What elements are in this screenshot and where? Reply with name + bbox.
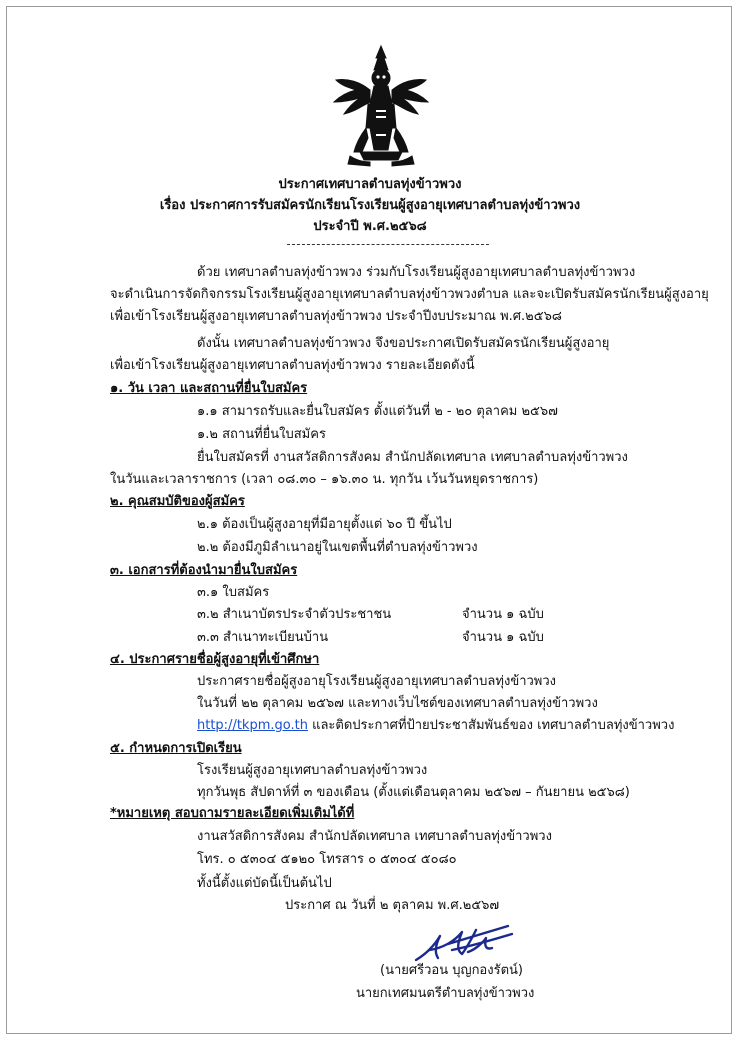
section-3-item-3-quantity: จำนวน ๑ ฉบับ (462, 630, 544, 645)
note-heading: *หมายเหตุ สอบถามรายละเอียดเพิ่มเติมได้ที่ (110, 806, 355, 821)
garuda-emblem (330, 44, 432, 174)
separator (287, 244, 489, 245)
section-2-item-1: ๒.๑ ต้องเป็นผู้สูงอายุที่มีอายุตั้งแต่ ๖๐ ปี ขึ้นไป (197, 517, 452, 532)
section-3-item-1: ๓.๑ ใบสมัคร (197, 585, 270, 600)
section-2-item-2: ๒.๒ ต้องมีภูมิลำเนาอยู่ในเขตพื้นที่ตำบลทุ่งข้าวพวง (197, 540, 478, 555)
announcement-year: ประจำปี พ.ศ.๒๕๖๘ (313, 219, 427, 234)
section-3-item-2: ๓.๒ สำเนาบัตรประจำตัวประชาชน (197, 607, 392, 622)
section-1-item-1: ๑.๑ สามารถรับและยื่นใบสมัคร ตั้งแต่วันที่ ๒ - ๒๐ ตุลาคม ๒๕๖๗ (197, 404, 558, 419)
section-3-heading: ๓. เอกสารที่ต้องนำมายื่นใบสมัคร (110, 563, 298, 578)
section-5-line-2: ทุกวันพุธ สัปดาห์ที่ ๓ ของเดือน (ตั้งแต่เดือนตุลาคม ๒๕๖๗ – กันยายน ๒๕๖๘) (197, 785, 630, 800)
section-3-item-3: ๓.๓ สำเนาทะเบียนบ้าน (197, 630, 329, 645)
section-1-hours: ในวันและเวลาราชการ (เวลา ๐๘.๓๐ – ๑๖.๓๐ น. ทุกวัน เว้นวันหยุดราชการ) (110, 472, 539, 487)
section-1-item-2: ๑.๒ สถานที่ยื่นใบสมัคร (197, 427, 326, 442)
effective-statement: ทั้งนี้ตั้งแต่บัดนี้เป็นต้นไป (197, 876, 332, 891)
section-4-line-3-text: และติดประกาศที่ป้ายประชาสัมพันธ์ของ เทศบาลตำบลทุ่งข้าวพวง (307, 718, 675, 733)
intro-paragraph-1-line-2: จะดำเนินการจัดกิจกรรมโรงเรียนผู้สูงอายุเทศบาลตำบลทุ่งข้าวพวงตำบล และจะเปิดรับสมัครนักเรียนผู้สูงอายุ (110, 287, 709, 302)
section-4-line-2: ในวันที่ ๒๒ ตุลาคม ๒๕๖๗ และทางเว็บไซต์ของเทศบาลตำบลทุ่งข้าวพวง (197, 696, 598, 711)
signer-title: นายกเทศมนตรีตำบลทุ่งข้าวพวง (356, 986, 535, 1001)
section-1-heading: ๑. วัน เวลา และสถานที่ยื่นใบสมัคร (110, 381, 308, 396)
section-1-place: ยื่นใบสมัครที่ งานสวัสดิการสังคม สำนักปลัดเทศบาล เทศบาลตำบลทุ่งข้าวพวง (197, 450, 628, 465)
section-3-item-2-quantity: จำนวน ๑ ฉบับ (462, 607, 544, 622)
intro-paragraph-2-line-2: เพื่อเข้าโรงเรียนผู้สูงอายุเทศบาลตำบลทุ่งข้าวพวง รายละเอียดดังนี้ (110, 358, 475, 373)
announcement-date: ประกาศ ณ วันที่ ๒ ตุลาคม พ.ศ.๒๕๖๗ (285, 898, 500, 913)
signer-name: (นายศรีวอน บุญกองรัตน์) (380, 963, 523, 978)
announcement-title: ประกาศเทศบาลตำบลทุ่งข้าวพวง (278, 177, 462, 192)
note-line-1: งานสวัสดิการสังคม สำนักปลัดเทศบาล เทศบาลตำบลทุ่งข้าวพวง (197, 829, 552, 844)
section-4-heading: ๔. ประกาศรายชื่อผู้สูงอายุที่เข้าศึกษา (110, 652, 320, 667)
section-2-heading: ๒. คุณสมบัติของผู้สมัคร (110, 494, 245, 509)
section-4-line-3 (197, 718, 674, 734)
section-5-heading: ๕. กำหนดการเปิดเรียน (110, 741, 242, 756)
website-link[interactable]: http://tkpm.go.th (197, 718, 308, 733)
section-5-line-1: โรงเรียนผู้สูงอายุเทศบาลตำบลทุ่งข้าวพวง (197, 763, 428, 778)
signature-mark (412, 920, 522, 966)
announcement-subject: เรื่อง ประกาศการรับสมัครนักเรียนโรงเรียนผู้สูงอายุเทศบาลตำบลทุ่งข้าวพวง (159, 198, 581, 213)
intro-paragraph-1-line-3: เพื่อเข้าโรงเรียนผู้สูงอายุเทศบาลตำบลทุ่งข้าวพวง ประจำปีงบประมาณ พ.ศ.๒๕๖๘ (110, 309, 562, 324)
note-line-2: โทร. ๐ ๕๓๐๔ ๕๑๒๐ โทรสาร ๐ ๕๓๐๔ ๕๐๘๐ (197, 852, 457, 867)
intro-paragraph-2-line-1: ดังนั้น เทศบาลตำบลทุ่งข้าวพวง จึงขอประกาศเปิดรับสมัครนักเรียนผู้สูงอายุ (197, 336, 610, 351)
section-4-line-1: ประกาศรายชื่อผู้สูงอายุโรงเรียนผู้สูงอายุเทศบาลตำบลทุ่งข้าวพวง (197, 674, 557, 689)
intro-paragraph-1-line-1: ด้วย เทศบาลตำบลทุ่งข้าวพวง ร่วมกับโรงเรียนผู้สูงอายุเทศบาลตำบลทุ่งข้าวพวง (197, 265, 636, 280)
